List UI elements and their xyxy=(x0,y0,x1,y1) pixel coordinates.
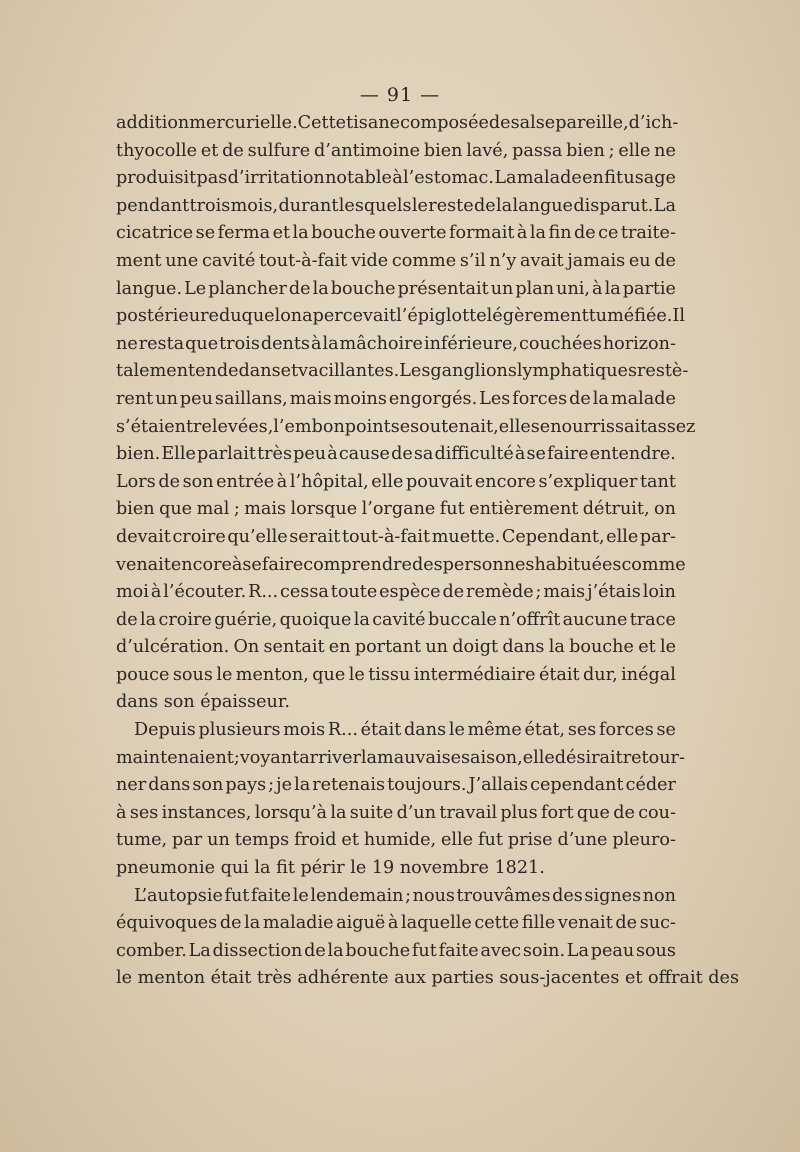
text-line: à ses instances, lorsqu’à la suite d’un travail plus fort que de cou- xyxy=(116,802,676,823)
text-line: de la croire guérie, quoique la cavité buccale n’offrît aucune trace xyxy=(116,609,676,630)
text-line: pneumonie qui la fit périr le 19 novembre 1821. xyxy=(116,858,545,879)
text-line: équivoques de la maladie aiguë à laquelle cette fille venait de suc- xyxy=(116,913,676,934)
text-line: devait croire qu’elle serait tout-à-fait muette. Cependant, elle par- xyxy=(116,526,676,547)
paragraph xyxy=(116,110,696,717)
text-line: ne resta que trois dents à la mâchoire inférieure, couchées horizon- xyxy=(116,333,676,354)
text-line: cicatrice se ferma et la bouche ouverte formait à la fin de ce traite- xyxy=(116,223,676,244)
text-line: langue. Le plancher de la bouche présentait un plan uni, à la partie xyxy=(116,278,676,299)
paragraph xyxy=(116,717,685,883)
text-line: pouce sous le menton, que le tissu intermédiaire était dur, inégal xyxy=(116,664,676,685)
text-line: s’étaient relevées, l’embonpoint se soutenait, elle se nourrissait assez xyxy=(116,416,696,437)
text-line: Depuis plusieurs mois R... était dans le même état, ses forces se xyxy=(134,720,676,741)
paragraph xyxy=(116,883,739,993)
text-line: ner dans son pays ; je la retenais toujours. J’allais cependant céder xyxy=(116,775,676,796)
text-line: ment une cavité tout-à-fait vide comme s’il n’y avait jamais eu de xyxy=(116,250,676,271)
page-number: — 91 — xyxy=(359,84,441,106)
text-line: bien que mal ; mais lorsque l’organe fut entièrement détruit, on xyxy=(116,499,676,520)
text-line: moi à l’écouter. R... cessa toute espèce de remède ; mais j’étais loin xyxy=(116,582,676,603)
body-text xyxy=(116,110,739,993)
text-line: comber. La dissection de la bouche fut faite avec soin. La peau sous xyxy=(116,940,676,961)
text-line: venait encore à se faire comprendre des personnes habituées comme xyxy=(116,554,686,575)
text-line: d’ulcération. On sentait en portant un doigt dans la bouche et le xyxy=(116,637,676,658)
text-line: Lors de son entrée à l’hôpital, elle pouvait encore s’expliquer tant xyxy=(116,471,676,492)
text-line: le menton était très adhérente aux parties sous-jacentes et offrait des xyxy=(116,968,739,989)
text-line: pendant trois mois, durant lesquels le reste de la langue disparut. La xyxy=(116,195,676,216)
text-line: addition mercurielle. Cette tisane composée de salsepareille, d’ich- xyxy=(116,113,679,133)
text-line: maintenaient ; voyant arriver la mauvaise saison, elle désirait retour- xyxy=(116,747,685,768)
text-line: tume, par un temps froid et humide, elle fut prise d’une pleuro- xyxy=(116,830,676,851)
text-line: L’autopsie fut faite le lendemain ; nous trouvâmes des signes non xyxy=(134,885,676,906)
text-line: postérieure duquel on apercevait l’épiglotte légèrement tuméfiée. Il xyxy=(116,306,685,327)
text-line: dans son épaisseur. xyxy=(116,692,290,713)
text-line: thyocolle et de sulfure d’antimoine bien lavé, passa bien ; elle ne xyxy=(116,140,676,161)
text-line: talement en dedans et vacillantes. Les ganglions lymphatiques restè- xyxy=(116,361,689,382)
text-line: bien. Elle parlait très peu à cause de sa difficulté à se faire entendre. xyxy=(116,444,676,465)
text-line: rent un peu saillans, mais moins engorgés. Les forces de la malade xyxy=(116,388,676,409)
text-line: produisit pas d’irritation notable à l’estomac. La malade en fit usage xyxy=(116,168,676,189)
